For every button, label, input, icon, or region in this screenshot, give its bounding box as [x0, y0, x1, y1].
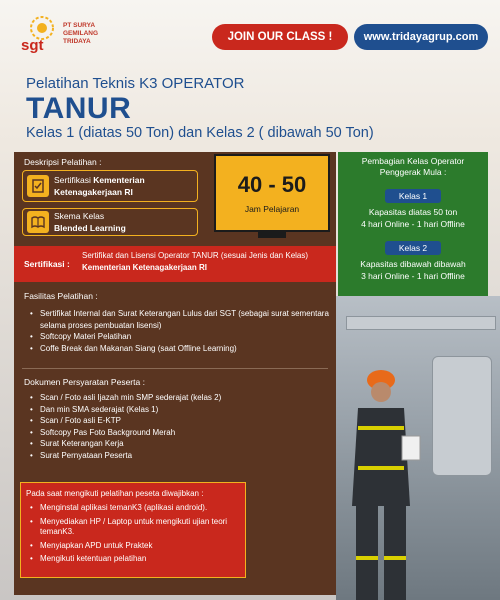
fasilitas-title: Fasilitas Pelatihan :: [24, 291, 98, 301]
pipe: [346, 316, 496, 330]
kelas1-badge: Kelas 1: [385, 189, 441, 203]
kelas2-badge: Kelas 2: [385, 241, 441, 255]
list-item: • Mengikuti ketentuan pelatihan: [30, 554, 240, 565]
list-item: • Scan / Foto asli Ijazah min SMP sederajat (kelas 2): [30, 392, 330, 404]
deskripsi-label: Deskripsi Pelatihan :: [24, 157, 102, 167]
list-item: • Softcopy Materi Pelatihan: [30, 331, 330, 343]
hours-monitor: [214, 154, 330, 232]
hours-label: Jam Pelajaran: [244, 204, 300, 214]
list-item: • Surat Pernyataan Peserta: [30, 450, 330, 462]
list-item: • Sertifikat Internal dan Surat Keterangan Lulus dari SGT (sebagai surat sementara selama proses pembuatan lisensi): [30, 308, 330, 331]
sertifikasi-label: Sertifikasi :: [24, 259, 70, 269]
list-item: • Softcopy Pas Foto Background Merah: [30, 427, 330, 439]
list-item: • Dan min SMA sederajat (Kelas 1): [30, 404, 330, 416]
list-item: • Menginstal aplikasi temanK3 (aplikasi android).: [30, 503, 240, 514]
title-line-1: Pelatihan Teknis K3 OPERATOR: [26, 75, 245, 92]
kelas-panel-title: Pembagian Kelas Operator Penggerak Mula :: [361, 156, 465, 177]
book-icon: [27, 211, 49, 233]
list-item: • Menyiapkan APD untuk Praktek: [30, 541, 240, 552]
kewajiban-title: Pada saat mengikuti pelatihan peseta diwajibkan :: [26, 489, 204, 498]
website-link[interactable]: www.tridayagrup.com: [354, 24, 488, 50]
sertifikasi-description: Sertifikat dan Lisensi Operator TANUR (sesuai Jenis dan Kelas) Kementerian Ketenagakerjaan RI: [82, 251, 309, 272]
dokumen-title: Dokumen Persyaratan Peserta :: [24, 377, 145, 387]
company-logo: [18, 14, 62, 54]
worker-figure: [336, 366, 426, 600]
kelas2-info: Kapasitas dibawah dibawah 3 hari Online - 1 hari Offline: [360, 259, 466, 281]
certificate-icon: [27, 175, 49, 197]
title-main: TANUR: [26, 92, 132, 125]
monitor-stand: [258, 232, 286, 238]
machine: [432, 356, 492, 476]
company-name: PT SURYA GEMILANG TRIDAYA: [63, 22, 99, 45]
kewajiban-list: [30, 503, 240, 565]
operator-photo: [336, 296, 500, 600]
join-class-button[interactable]: JOIN OUR CLASS !: [212, 24, 348, 50]
list-item: • Coffe Break dan Makanan Siang (saat Offline Learning): [30, 343, 330, 355]
title-line-3: Kelas 1 (diatas 50 Ton) dan Kelas 2 ( dibawah 50 Ton): [26, 125, 374, 141]
list-item: • Surat Keterangan Kerja: [30, 438, 330, 450]
sertifikasi-text: Sertifikasi Kementerian Ketenagakerjaan RI: [54, 175, 145, 197]
kelas1-info: Kapasitas diatas 50 ton 4 hari Online - 1 hari Offline: [361, 207, 465, 229]
list-item: • Menyediakan HP / Laptop untuk mengikuti ujian teori temanK3.: [30, 517, 240, 538]
logo-text: sgt: [21, 37, 44, 54]
fasilitas-list: [30, 308, 330, 354]
list-item: • Scan / Foto asli E-KTP: [30, 415, 330, 427]
skema-text: Skema Kelas Blended Learning: [54, 211, 126, 233]
divider: [22, 368, 328, 369]
hours-value: 40 - 50: [237, 172, 307, 197]
dokumen-list: [30, 392, 330, 461]
header: [0, 0, 500, 72]
